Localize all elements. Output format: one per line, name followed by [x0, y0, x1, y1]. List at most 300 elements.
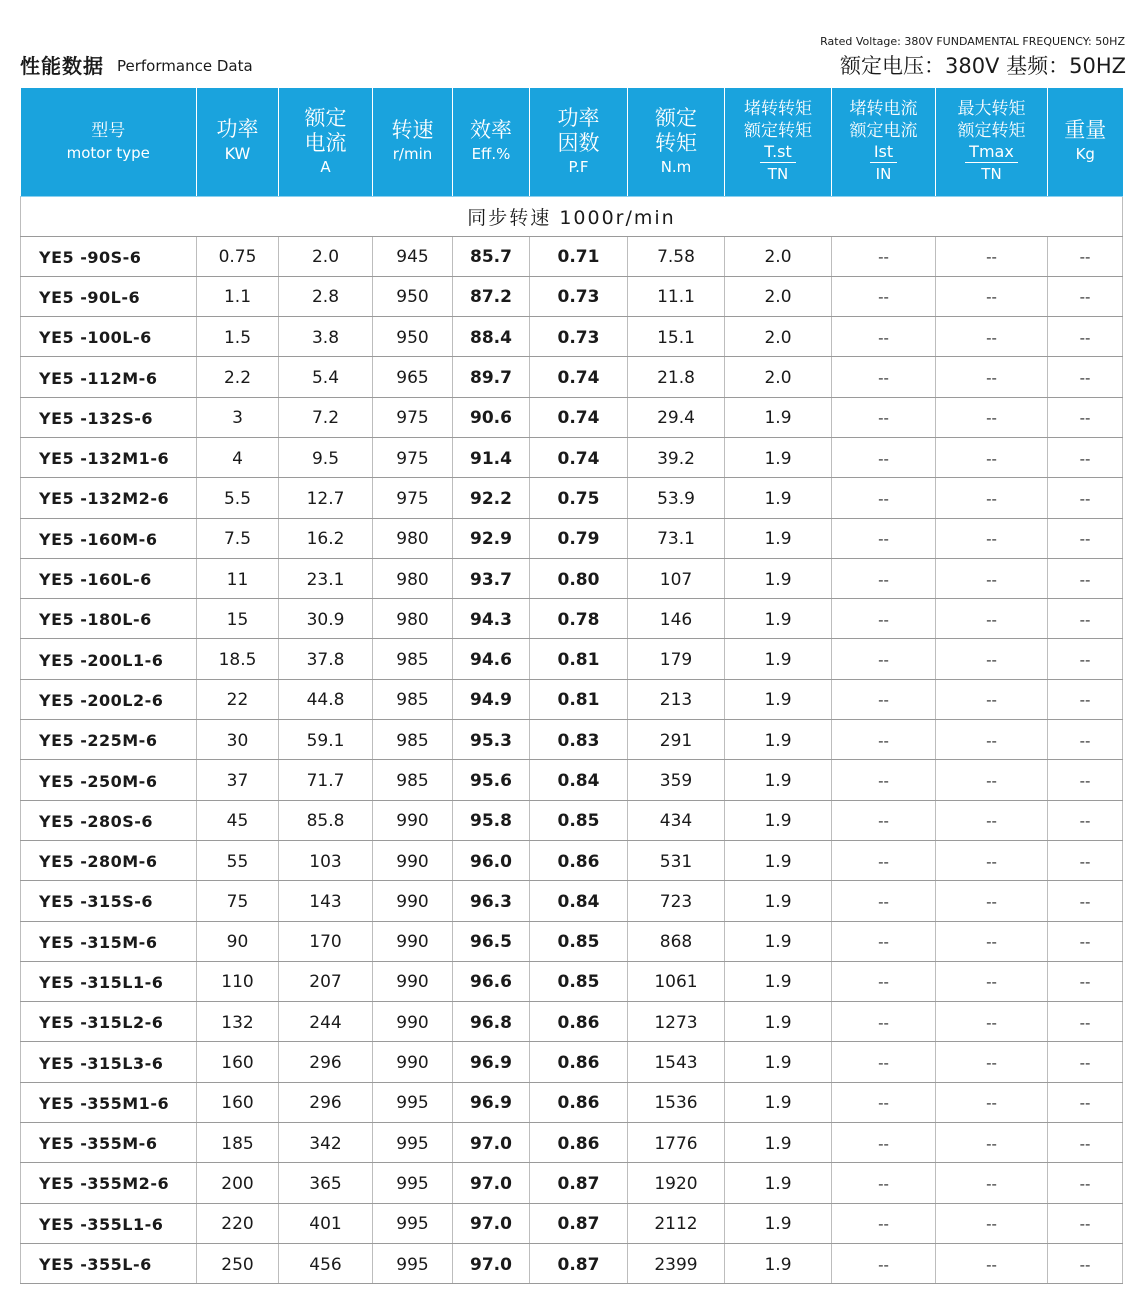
cell-power-kw: 7.5 — [197, 518, 279, 558]
cell-locked-torque-ratio: 1.9 — [725, 1082, 832, 1122]
col-header-power: 功率 KW — [197, 88, 279, 196]
cell-efficiency: 95.3 — [453, 720, 530, 760]
cell-weight-kg: -- — [1048, 840, 1123, 880]
cell-weight-kg: -- — [1048, 881, 1123, 921]
cell-rated-torque: 1776 — [628, 1123, 725, 1163]
cell-weight-kg: -- — [1048, 679, 1123, 719]
table-row — [21, 881, 1123, 921]
cell-model: YE5 -315L3-6 — [21, 1042, 197, 1082]
cell-power-factor: 0.86 — [530, 1042, 628, 1082]
cell-model: YE5 -200L2-6 — [21, 679, 197, 719]
cell-current-a: 23.1 — [279, 558, 373, 598]
cell-locked-current-ratio: -- — [832, 317, 936, 357]
cell-weight-kg: -- — [1048, 1002, 1123, 1042]
cell-current-a: 207 — [279, 961, 373, 1001]
cell-speed-rpm: 995 — [373, 1243, 453, 1283]
cell-speed-rpm: 990 — [373, 840, 453, 880]
cell-locked-torque-ratio: 1.9 — [725, 800, 832, 840]
col-header-efficiency: 效率 Eff.% — [453, 88, 530, 196]
cell-weight-kg: -- — [1048, 1243, 1123, 1283]
col-header-speed: 转速 r/min — [373, 88, 453, 196]
cell-locked-torque-ratio: 1.9 — [725, 599, 832, 639]
cell-weight-kg: -- — [1048, 1082, 1123, 1122]
cell-locked-current-ratio: -- — [832, 518, 936, 558]
cell-current-a: 456 — [279, 1243, 373, 1283]
cell-max-torque-ratio: -- — [936, 1082, 1048, 1122]
cell-rated-torque: 11.1 — [628, 276, 725, 316]
cell-weight-kg: -- — [1048, 599, 1123, 639]
cell-model: YE5 -160L-6 — [21, 558, 197, 598]
cell-rated-torque: 73.1 — [628, 518, 725, 558]
table-header — [21, 88, 1123, 196]
table-row — [21, 720, 1123, 760]
table-row — [21, 518, 1123, 558]
cell-locked-current-ratio: -- — [832, 397, 936, 437]
cell-rated-torque: 359 — [628, 760, 725, 800]
cell-speed-rpm: 945 — [373, 236, 453, 276]
table-row — [21, 478, 1123, 518]
cell-efficiency: 91.4 — [453, 437, 530, 477]
cell-rated-torque: 15.1 — [628, 317, 725, 357]
cell-current-a: 365 — [279, 1163, 373, 1203]
cell-speed-rpm: 990 — [373, 1002, 453, 1042]
cell-max-torque-ratio: -- — [936, 397, 1048, 437]
cell-current-a: 12.7 — [279, 478, 373, 518]
cell-max-torque-ratio: -- — [936, 437, 1048, 477]
cell-locked-current-ratio: -- — [832, 478, 936, 518]
cell-locked-torque-ratio: 1.9 — [725, 518, 832, 558]
cell-model: YE5 -90L-6 — [21, 276, 197, 316]
cell-speed-rpm: 950 — [373, 317, 453, 357]
cell-efficiency: 94.6 — [453, 639, 530, 679]
cell-current-a: 5.4 — [279, 357, 373, 397]
col-header-weight: 重量 Kg — [1048, 88, 1123, 196]
cell-max-torque-ratio: -- — [936, 518, 1048, 558]
cell-power-factor: 0.80 — [530, 558, 628, 598]
cell-rated-torque: 213 — [628, 679, 725, 719]
cell-locked-torque-ratio: 1.9 — [725, 1203, 832, 1243]
cell-weight-kg: -- — [1048, 1203, 1123, 1243]
cell-efficiency: 88.4 — [453, 317, 530, 357]
cell-efficiency: 89.7 — [453, 357, 530, 397]
cell-power-kw: 1.5 — [197, 317, 279, 357]
cell-rated-torque: 1061 — [628, 961, 725, 1001]
table-row — [21, 599, 1123, 639]
cell-locked-torque-ratio: 1.9 — [725, 961, 832, 1001]
col-header-max-torque-ratio: 最大转矩 额定转矩 Tmax TN — [936, 88, 1048, 196]
cell-efficiency: 96.0 — [453, 840, 530, 880]
cell-weight-kg: -- — [1048, 720, 1123, 760]
cell-locked-torque-ratio: 2.0 — [725, 236, 832, 276]
cell-power-factor: 0.81 — [530, 639, 628, 679]
cell-model: YE5 -315L2-6 — [21, 1002, 197, 1042]
cell-efficiency: 97.0 — [453, 1243, 530, 1283]
cell-power-factor: 0.85 — [530, 800, 628, 840]
cell-weight-kg: -- — [1048, 276, 1123, 316]
cell-speed-rpm: 975 — [373, 397, 453, 437]
cell-locked-current-ratio: -- — [832, 800, 936, 840]
cell-locked-torque-ratio: 1.9 — [725, 679, 832, 719]
cell-locked-torque-ratio: 1.9 — [725, 478, 832, 518]
cell-locked-torque-ratio: 1.9 — [725, 760, 832, 800]
page-title-zh: 性能数据 — [20, 54, 104, 78]
cell-weight-kg: -- — [1048, 437, 1123, 477]
table-row — [21, 236, 1123, 276]
sync-speed-label: 同步转速 1000r/min — [21, 196, 1123, 236]
cell-power-factor: 0.85 — [530, 921, 628, 961]
cell-weight-kg: -- — [1048, 1123, 1123, 1163]
cell-current-a: 59.1 — [279, 720, 373, 760]
cell-locked-torque-ratio: 1.9 — [725, 1042, 832, 1082]
cell-power-factor: 0.78 — [530, 599, 628, 639]
cell-power-factor: 0.87 — [530, 1203, 628, 1243]
cell-locked-current-ratio: -- — [832, 840, 936, 880]
cell-model: YE5 -132S-6 — [21, 397, 197, 437]
table-row — [21, 921, 1123, 961]
cell-max-torque-ratio: -- — [936, 478, 1048, 518]
cell-weight-kg: -- — [1048, 639, 1123, 679]
table-row — [21, 679, 1123, 719]
cell-current-a: 296 — [279, 1082, 373, 1122]
cell-weight-kg: -- — [1048, 518, 1123, 558]
cell-rated-torque: 21.8 — [628, 357, 725, 397]
cell-current-a: 2.8 — [279, 276, 373, 316]
cell-weight-kg: -- — [1048, 397, 1123, 437]
cell-max-torque-ratio: -- — [936, 760, 1048, 800]
cell-rated-torque: 29.4 — [628, 397, 725, 437]
cell-max-torque-ratio: -- — [936, 236, 1048, 276]
cell-efficiency: 96.9 — [453, 1042, 530, 1082]
cell-weight-kg: -- — [1048, 317, 1123, 357]
cell-rated-torque: 39.2 — [628, 437, 725, 477]
cell-locked-current-ratio: -- — [832, 1123, 936, 1163]
cell-power-kw: 18.5 — [197, 639, 279, 679]
table-row — [21, 1002, 1123, 1042]
table-row — [21, 639, 1123, 679]
cell-max-torque-ratio: -- — [936, 1203, 1048, 1243]
cell-rated-torque: 7.58 — [628, 236, 725, 276]
cell-weight-kg: -- — [1048, 921, 1123, 961]
cell-model: YE5 -132M2-6 — [21, 478, 197, 518]
cell-max-torque-ratio: -- — [936, 1163, 1048, 1203]
cell-locked-torque-ratio: 1.9 — [725, 1123, 832, 1163]
cell-model: YE5 -100L-6 — [21, 317, 197, 357]
cell-current-a: 401 — [279, 1203, 373, 1243]
cell-model: YE5 -355L-6 — [21, 1243, 197, 1283]
cell-locked-current-ratio: -- — [832, 437, 936, 477]
cell-current-a: 170 — [279, 921, 373, 961]
cell-model: YE5 -280S-6 — [21, 800, 197, 840]
cell-weight-kg: -- — [1048, 760, 1123, 800]
cell-model: YE5 -355M2-6 — [21, 1163, 197, 1203]
cell-power-kw: 3 — [197, 397, 279, 437]
cell-rated-torque: 53.9 — [628, 478, 725, 518]
cell-efficiency: 96.6 — [453, 961, 530, 1001]
table-row — [21, 437, 1123, 477]
cell-locked-current-ratio: -- — [832, 760, 936, 800]
cell-max-torque-ratio: -- — [936, 1042, 1048, 1082]
cell-weight-kg: -- — [1048, 1163, 1123, 1203]
cell-efficiency: 97.0 — [453, 1203, 530, 1243]
cell-model: YE5 -280M-6 — [21, 840, 197, 880]
cell-locked-torque-ratio: 1.9 — [725, 921, 832, 961]
cell-locked-current-ratio: -- — [832, 236, 936, 276]
cell-locked-current-ratio: -- — [832, 599, 936, 639]
cell-power-factor: 0.71 — [530, 236, 628, 276]
table-row — [21, 276, 1123, 316]
cell-weight-kg: -- — [1048, 558, 1123, 598]
cell-efficiency: 85.7 — [453, 236, 530, 276]
cell-locked-torque-ratio: 1.9 — [725, 1163, 832, 1203]
cell-efficiency: 96.8 — [453, 1002, 530, 1042]
cell-power-kw: 22 — [197, 679, 279, 719]
table-row — [21, 961, 1123, 1001]
cell-power-factor: 0.86 — [530, 840, 628, 880]
cell-model: YE5 -180L-6 — [21, 599, 197, 639]
cell-locked-current-ratio: -- — [832, 558, 936, 598]
cell-locked-torque-ratio: 1.9 — [725, 558, 832, 598]
cell-power-kw: 4 — [197, 437, 279, 477]
cell-speed-rpm: 990 — [373, 800, 453, 840]
cell-power-kw: 55 — [197, 840, 279, 880]
cell-model: YE5 -200L1-6 — [21, 639, 197, 679]
cell-speed-rpm: 965 — [373, 357, 453, 397]
cell-rated-torque: 868 — [628, 921, 725, 961]
cell-locked-current-ratio: -- — [832, 1042, 936, 1082]
cell-efficiency: 97.0 — [453, 1163, 530, 1203]
cell-power-kw: 160 — [197, 1082, 279, 1122]
cell-power-factor: 0.86 — [530, 1123, 628, 1163]
cell-weight-kg: -- — [1048, 1042, 1123, 1082]
cell-model: YE5 -90S-6 — [21, 236, 197, 276]
cell-current-a: 3.8 — [279, 317, 373, 357]
table-row — [21, 397, 1123, 437]
cell-efficiency: 92.9 — [453, 518, 530, 558]
cell-power-factor: 0.81 — [530, 679, 628, 719]
cell-speed-rpm: 990 — [373, 921, 453, 961]
cell-current-a: 244 — [279, 1002, 373, 1042]
cell-power-factor: 0.74 — [530, 437, 628, 477]
cell-rated-torque: 2112 — [628, 1203, 725, 1243]
cell-efficiency: 96.9 — [453, 1082, 530, 1122]
cell-locked-torque-ratio: 2.0 — [725, 276, 832, 316]
col-header-rated-torque: 额定 转矩 N.m — [628, 88, 725, 196]
cell-max-torque-ratio: -- — [936, 357, 1048, 397]
table-row — [21, 1163, 1123, 1203]
page-title-en: Performance Data — [117, 57, 253, 75]
cell-power-factor: 0.84 — [530, 760, 628, 800]
cell-weight-kg: -- — [1048, 236, 1123, 276]
cell-locked-current-ratio: -- — [832, 720, 936, 760]
cell-rated-torque: 531 — [628, 840, 725, 880]
cell-rated-torque: 434 — [628, 800, 725, 840]
cell-rated-torque: 291 — [628, 720, 725, 760]
cell-current-a: 30.9 — [279, 599, 373, 639]
cell-current-a: 44.8 — [279, 679, 373, 719]
cell-locked-torque-ratio: 1.9 — [725, 881, 832, 921]
cell-power-factor: 0.86 — [530, 1002, 628, 1042]
cell-power-kw: 30 — [197, 720, 279, 760]
cell-speed-rpm: 995 — [373, 1163, 453, 1203]
cell-rated-torque: 179 — [628, 639, 725, 679]
cell-efficiency: 96.5 — [453, 921, 530, 961]
cell-efficiency: 95.6 — [453, 760, 530, 800]
cell-efficiency: 92.2 — [453, 478, 530, 518]
table-row — [21, 840, 1123, 880]
cell-speed-rpm: 985 — [373, 679, 453, 719]
cell-efficiency: 96.3 — [453, 881, 530, 921]
table-row — [21, 317, 1123, 357]
cell-locked-current-ratio: -- — [832, 1082, 936, 1122]
cell-speed-rpm: 985 — [373, 639, 453, 679]
cell-power-kw: 220 — [197, 1203, 279, 1243]
cell-max-torque-ratio: -- — [936, 1243, 1048, 1283]
cell-locked-current-ratio: -- — [832, 276, 936, 316]
cell-model: YE5 -225M-6 — [21, 720, 197, 760]
cell-max-torque-ratio: -- — [936, 639, 1048, 679]
cell-weight-kg: -- — [1048, 357, 1123, 397]
cell-model: YE5 -355M-6 — [21, 1123, 197, 1163]
table-body — [21, 236, 1123, 1284]
cell-power-factor: 0.73 — [530, 317, 628, 357]
cell-current-a: 7.2 — [279, 397, 373, 437]
cell-efficiency: 97.0 — [453, 1123, 530, 1163]
col-header-current: 额定 电流 A — [279, 88, 373, 196]
cell-power-factor: 0.86 — [530, 1082, 628, 1122]
cell-power-factor: 0.87 — [530, 1163, 628, 1203]
cell-model: YE5 -355M1-6 — [21, 1082, 197, 1122]
cell-rated-torque: 2399 — [628, 1243, 725, 1283]
cell-power-factor: 0.84 — [530, 881, 628, 921]
cell-current-a: 296 — [279, 1042, 373, 1082]
cell-rated-torque: 723 — [628, 881, 725, 921]
col-header-motor-type: 型号 motor type — [21, 88, 197, 196]
cell-speed-rpm: 990 — [373, 881, 453, 921]
cell-model: YE5 -355L1-6 — [21, 1203, 197, 1243]
section-header — [21, 196, 1123, 236]
cell-model: YE5 -315L1-6 — [21, 961, 197, 1001]
cell-speed-rpm: 995 — [373, 1082, 453, 1122]
cell-max-torque-ratio: -- — [936, 276, 1048, 316]
cell-speed-rpm: 985 — [373, 760, 453, 800]
table-row — [21, 1123, 1123, 1163]
table-row — [21, 1042, 1123, 1082]
cell-model: YE5 -132M1-6 — [21, 437, 197, 477]
cell-max-torque-ratio: -- — [936, 800, 1048, 840]
cell-locked-current-ratio: -- — [832, 1243, 936, 1283]
cell-model: YE5 -250M-6 — [21, 760, 197, 800]
cell-locked-torque-ratio: 1.9 — [725, 397, 832, 437]
cell-locked-torque-ratio: 1.9 — [725, 1002, 832, 1042]
cell-rated-torque: 107 — [628, 558, 725, 598]
cell-power-kw: 90 — [197, 921, 279, 961]
cell-efficiency: 87.2 — [453, 276, 530, 316]
cell-power-factor: 0.74 — [530, 397, 628, 437]
cell-locked-current-ratio: -- — [832, 1203, 936, 1243]
cell-efficiency: 94.3 — [453, 599, 530, 639]
cell-max-torque-ratio: -- — [936, 679, 1048, 719]
cell-max-torque-ratio: -- — [936, 558, 1048, 598]
cell-power-kw: 5.5 — [197, 478, 279, 518]
cell-power-factor: 0.87 — [530, 1243, 628, 1283]
cell-current-a: 2.0 — [279, 236, 373, 276]
cell-model: YE5 -315M-6 — [21, 921, 197, 961]
cell-locked-torque-ratio: 1.9 — [725, 437, 832, 477]
cell-max-torque-ratio: -- — [936, 599, 1048, 639]
cell-max-torque-ratio: -- — [936, 317, 1048, 357]
cell-power-factor: 0.79 — [530, 518, 628, 558]
cell-power-kw: 0.75 — [197, 236, 279, 276]
cell-speed-rpm: 950 — [373, 276, 453, 316]
cell-locked-current-ratio: -- — [832, 921, 936, 961]
cell-rated-torque: 1920 — [628, 1163, 725, 1203]
table-row — [21, 800, 1123, 840]
cell-power-kw: 250 — [197, 1243, 279, 1283]
cell-power-kw: 15 — [197, 599, 279, 639]
cell-locked-current-ratio: -- — [832, 961, 936, 1001]
col-header-locked-torque-ratio: 堵转转矩 额定转矩 T.st TN — [725, 88, 832, 196]
cell-current-a: 9.5 — [279, 437, 373, 477]
cell-model: YE5 -160M-6 — [21, 518, 197, 558]
cell-power-kw: 110 — [197, 961, 279, 1001]
cell-efficiency: 94.9 — [453, 679, 530, 719]
cell-locked-torque-ratio: 1.9 — [725, 1243, 832, 1283]
cell-locked-current-ratio: -- — [832, 357, 936, 397]
cell-rated-torque: 1273 — [628, 1002, 725, 1042]
cell-power-factor: 0.83 — [530, 720, 628, 760]
cell-max-torque-ratio: -- — [936, 921, 1048, 961]
cell-speed-rpm: 990 — [373, 961, 453, 1001]
cell-max-torque-ratio: -- — [936, 720, 1048, 760]
cell-locked-torque-ratio: 1.9 — [725, 720, 832, 760]
cell-weight-kg: -- — [1048, 800, 1123, 840]
table-row — [21, 1243, 1123, 1283]
cell-locked-torque-ratio: 2.0 — [725, 317, 832, 357]
cell-power-kw: 37 — [197, 760, 279, 800]
cell-power-kw: 11 — [197, 558, 279, 598]
cell-max-torque-ratio: -- — [936, 840, 1048, 880]
rated-voltage-zh: 额定电压：380V 基频：50HZ — [839, 54, 1126, 78]
cell-current-a: 16.2 — [279, 518, 373, 558]
table-row — [21, 558, 1123, 598]
cell-current-a: 342 — [279, 1123, 373, 1163]
performance-table — [20, 88, 1123, 1284]
cell-locked-torque-ratio: 1.9 — [725, 639, 832, 679]
rated-voltage-en: Rated Voltage: 380V FUNDAMENTAL FREQUENCY: 50HZ — [820, 35, 1125, 48]
cell-efficiency: 90.6 — [453, 397, 530, 437]
cell-power-kw: 185 — [197, 1123, 279, 1163]
cell-rated-torque: 1543 — [628, 1042, 725, 1082]
cell-current-a: 37.8 — [279, 639, 373, 679]
cell-locked-current-ratio: -- — [832, 1002, 936, 1042]
cell-max-torque-ratio: -- — [936, 1123, 1048, 1163]
cell-locked-current-ratio: -- — [832, 881, 936, 921]
table-row — [21, 1082, 1123, 1122]
cell-locked-current-ratio: -- — [832, 1163, 936, 1203]
cell-power-factor: 0.85 — [530, 961, 628, 1001]
cell-speed-rpm: 980 — [373, 599, 453, 639]
cell-rated-torque: 146 — [628, 599, 725, 639]
cell-power-kw: 1.1 — [197, 276, 279, 316]
cell-max-torque-ratio: -- — [936, 961, 1048, 1001]
cell-locked-torque-ratio: 2.0 — [725, 357, 832, 397]
table-row — [21, 760, 1123, 800]
cell-current-a: 71.7 — [279, 760, 373, 800]
cell-efficiency: 93.7 — [453, 558, 530, 598]
cell-power-kw: 132 — [197, 1002, 279, 1042]
cell-current-a: 103 — [279, 840, 373, 880]
cell-speed-rpm: 975 — [373, 437, 453, 477]
